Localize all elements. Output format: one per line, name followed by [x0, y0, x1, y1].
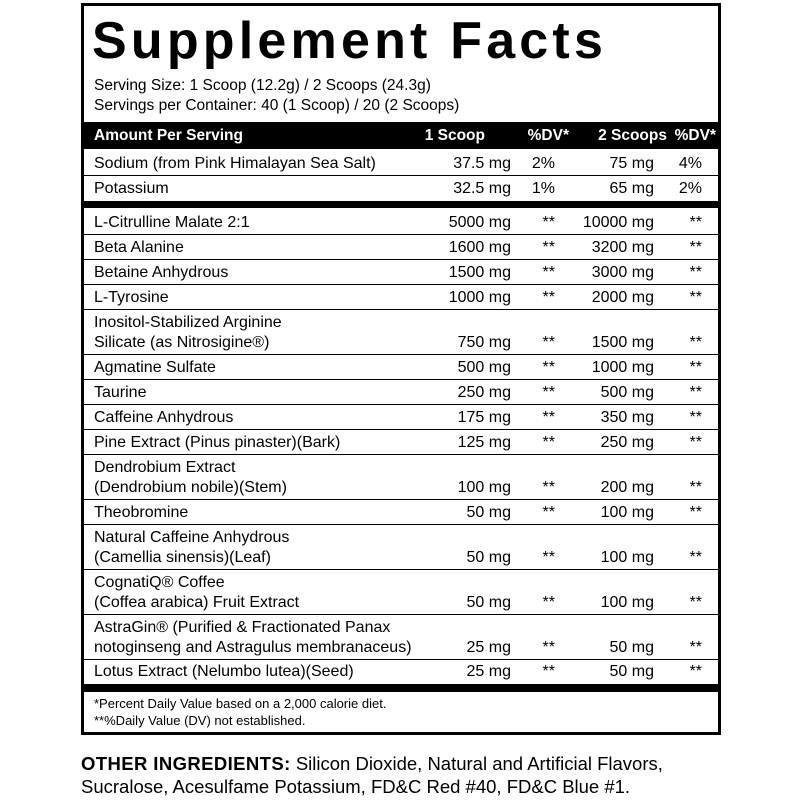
- header-one-scoop: 1 Scoop: [424, 127, 485, 144]
- amount-two-scoops: 200 mg: [600, 479, 654, 496]
- daily-value: **: [542, 409, 555, 426]
- amount-two-scoops: 65 mg: [609, 180, 654, 197]
- table-row: [84, 380, 718, 405]
- footnote-daily-value: *Percent Daily Value based on a 2,000 calorie diet.: [94, 696, 387, 711]
- daily-value: **: [689, 264, 702, 281]
- amount-one-scoop: 1000 mg: [448, 289, 511, 306]
- amount-two-scoops: 100 mg: [600, 504, 654, 521]
- table-row: [84, 235, 718, 260]
- daily-value: **: [542, 264, 555, 281]
- daily-value: **: [689, 504, 702, 521]
- amount-two-scoops: 3000 mg: [591, 264, 654, 281]
- ingredient-name: L-Tyrosine: [94, 289, 169, 306]
- thick-divider-bottom: [84, 684, 718, 692]
- ingredient-name: Lotus Extract (Nelumbo lutea)(Seed): [94, 663, 354, 680]
- amount-one-scoop: 32.5 mg: [453, 180, 511, 197]
- daily-value: **: [689, 359, 702, 376]
- amount-two-scoops: 10000 mg: [582, 214, 654, 231]
- daily-value: **: [542, 289, 555, 306]
- ingredient-name: (Dendrobium nobile)(Stem): [94, 479, 287, 496]
- daily-value: **: [689, 239, 702, 256]
- amount-one-scoop: 750 mg: [457, 334, 511, 351]
- amount-two-scoops: 1000 mg: [591, 359, 654, 376]
- daily-value: **: [689, 409, 702, 426]
- amount-two-scoops: 350 mg: [600, 409, 654, 426]
- daily-value: **: [689, 434, 702, 451]
- amount-one-scoop: 100 mg: [457, 479, 511, 496]
- daily-value: **: [689, 289, 702, 306]
- table-row: [84, 660, 718, 684]
- table-row: [84, 525, 718, 570]
- ingredient-name: notoginseng and Astragulus membranaceus): [94, 639, 412, 656]
- amount-two-scoops: 500 mg: [600, 384, 654, 401]
- daily-value: **: [689, 594, 702, 611]
- amount-one-scoop: 250 mg: [457, 384, 511, 401]
- daily-value: **: [542, 504, 555, 521]
- supplement-facts-panel: [81, 3, 721, 735]
- table-row: [84, 430, 718, 455]
- table-header: [84, 122, 718, 149]
- table-row: [84, 500, 718, 525]
- ingredient-name: Natural Caffeine Anhydrous: [94, 529, 290, 546]
- daily-value: **: [689, 384, 702, 401]
- daily-value: 4%: [678, 155, 702, 172]
- header-two-scoops: 2 Scoops: [598, 127, 667, 144]
- table-row: [84, 285, 718, 310]
- daily-value: 2%: [531, 155, 555, 172]
- daily-value: **: [542, 359, 555, 376]
- amount-two-scoops: 1500 mg: [591, 334, 654, 351]
- ingredient-name: Sodium (from Pink Himalayan Sea Salt): [94, 155, 376, 172]
- other-ingredients-label: OTHER INGREDIENTS:: [81, 753, 291, 774]
- amount-two-scoops: 100 mg: [600, 549, 654, 566]
- table-row: [84, 176, 718, 201]
- daily-value: **: [542, 663, 555, 680]
- daily-value: **: [542, 594, 555, 611]
- table-row: [84, 310, 718, 355]
- servings-per-container: Servings per Container: 40 (1 Scoop) / 20 (2 Scoops): [94, 97, 460, 114]
- ingredient-name: CognatiQ® Coffee: [94, 574, 225, 591]
- table-row: [84, 260, 718, 285]
- amount-one-scoop: 1600 mg: [448, 239, 511, 256]
- daily-value: 2%: [678, 180, 702, 197]
- amount-one-scoop: 25 mg: [466, 663, 511, 680]
- other-ingredients: [81, 752, 721, 798]
- ingredient-name: Betaine Anhydrous: [94, 264, 229, 281]
- table-row: [84, 455, 718, 500]
- amount-two-scoops: 250 mg: [600, 434, 654, 451]
- daily-value: **: [542, 639, 555, 656]
- daily-value: **: [689, 639, 702, 656]
- amount-one-scoop: 5000 mg: [448, 214, 511, 231]
- ingredient-name: (Coffea arabica) Fruit Extract: [94, 594, 300, 611]
- ingredient-name: Silicate (as Nitrosigine®): [94, 334, 270, 351]
- daily-value: **: [689, 334, 702, 351]
- amount-one-scoop: 37.5 mg: [453, 155, 511, 172]
- other-ingredients-text: Silicon Dioxide, Natural and Artificial Flavors, Sucralose, Acesulfame Potassium, FD&C Red #40, FD&C Blue #1.: [81, 753, 663, 797]
- ingredient-name: AstraGin® (Purified & Fractionated Panax: [94, 619, 391, 636]
- header-dv-two: %DV*: [674, 127, 716, 144]
- daily-value: **: [542, 334, 555, 351]
- amount-two-scoops: 2000 mg: [591, 289, 654, 306]
- daily-value: **: [689, 214, 702, 231]
- amount-one-scoop: 500 mg: [457, 359, 511, 376]
- ingredient-name: Theobromine: [94, 504, 189, 521]
- daily-value: **: [542, 214, 555, 231]
- table-row: [84, 615, 718, 660]
- amount-one-scoop: 125 mg: [457, 434, 511, 451]
- amount-one-scoop: 50 mg: [466, 549, 511, 566]
- amount-two-scoops: 50 mg: [609, 639, 654, 656]
- ingredient-name: Beta Alanine: [94, 239, 184, 256]
- amount-one-scoop: 50 mg: [466, 594, 511, 611]
- footnote-not-established: **%Daily Value (DV) not established.: [94, 713, 306, 728]
- amount-one-scoop: 50 mg: [466, 504, 511, 521]
- table-row: [84, 405, 718, 430]
- amount-two-scoops: 50 mg: [609, 663, 654, 680]
- table-row: [84, 210, 718, 235]
- ingredient-name: Pine Extract (Pinus pinaster)(Bark): [94, 434, 341, 451]
- amount-one-scoop: 25 mg: [466, 639, 511, 656]
- amount-two-scoops: 3200 mg: [591, 239, 654, 256]
- ingredient-name: Potassium: [94, 180, 169, 197]
- daily-value: **: [689, 479, 702, 496]
- table-row: [84, 355, 718, 380]
- table-row: [84, 151, 718, 176]
- panel-title: Supplement Facts: [92, 12, 608, 70]
- table-row: [84, 570, 718, 615]
- ingredient-name: Caffeine Anhydrous: [94, 409, 234, 426]
- ingredient-name: Taurine: [94, 384, 147, 401]
- amount-two-scoops: 75 mg: [609, 155, 654, 172]
- header-amount-per-serving: Amount Per Serving: [94, 127, 243, 144]
- amount-one-scoop: 1500 mg: [448, 264, 511, 281]
- daily-value: **: [542, 239, 555, 256]
- daily-value: **: [542, 434, 555, 451]
- ingredient-name: (Camellia sinensis)(Leaf): [94, 549, 271, 566]
- daily-value: **: [689, 549, 702, 566]
- daily-value: 1%: [531, 180, 555, 197]
- daily-value: **: [542, 384, 555, 401]
- amount-one-scoop: 175 mg: [457, 409, 511, 426]
- ingredient-name: Dendrobium Extract: [94, 459, 236, 476]
- ingredient-name: L-Citrulline Malate 2:1: [94, 214, 250, 231]
- serving-size: Serving Size: 1 Scoop (12.2g) / 2 Scoops (24.3g): [94, 77, 431, 94]
- amount-two-scoops: 100 mg: [600, 594, 654, 611]
- daily-value: **: [689, 663, 702, 680]
- thick-divider: [84, 201, 718, 208]
- header-dv-one: %DV*: [527, 127, 569, 144]
- daily-value: **: [542, 479, 555, 496]
- daily-value: **: [542, 549, 555, 566]
- ingredient-name: Agmatine Sulfate: [94, 359, 216, 376]
- ingredient-name: Inositol-Stabilized Arginine: [94, 314, 282, 331]
